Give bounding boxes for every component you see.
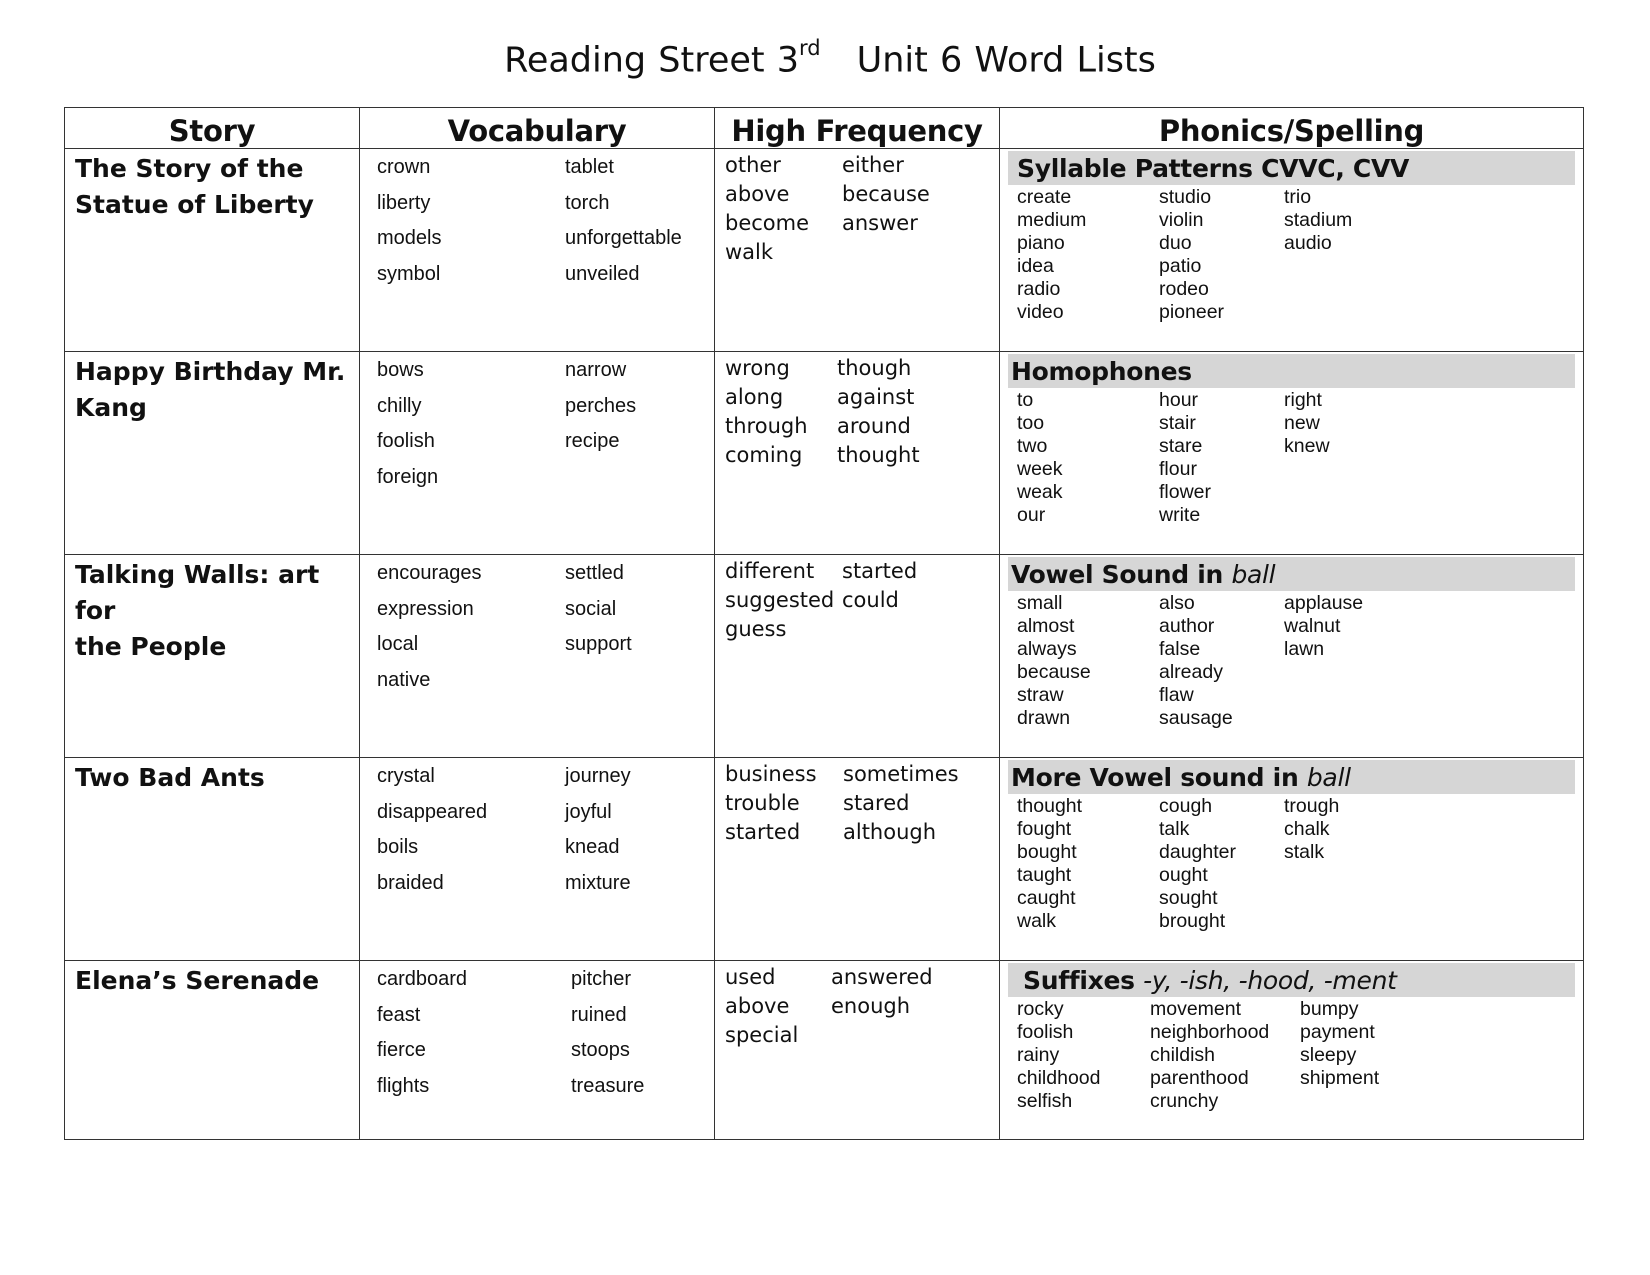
high-frequency-word: started <box>725 820 801 844</box>
phonics-word: sausage <box>1159 707 1233 729</box>
phonics-word-list <box>1000 185 1583 324</box>
high-frequency-word: started <box>842 559 918 583</box>
phonics-word: chalk <box>1284 818 1330 840</box>
vocabulary-word: tablet <box>565 156 614 178</box>
phonics-word: parenthood <box>1150 1067 1249 1089</box>
vocabulary-word: models <box>377 227 442 249</box>
story-cell <box>65 758 360 961</box>
phonics-word: walk <box>1017 910 1057 932</box>
table-row <box>65 758 1584 961</box>
high-frequency-word: used <box>725 965 776 989</box>
vocabulary-list <box>360 758 714 907</box>
vocabulary-word: cardboard <box>377 968 468 990</box>
vocabulary-word: expression <box>377 597 474 620</box>
phonics-word: movement <box>1150 998 1242 1020</box>
header-phonics-spelling: Phonics/Spelling <box>1000 108 1584 149</box>
phonics-word: walnut <box>1284 615 1341 637</box>
phonics-word: too <box>1017 412 1045 434</box>
story-title-line: Statue of Liberty <box>75 190 314 219</box>
phonics-word: foolish <box>1017 1021 1074 1043</box>
high-frequency-word: could <box>842 588 899 612</box>
high-frequency-word: wrong <box>725 356 790 380</box>
phonics-word: weak <box>1017 481 1063 503</box>
phonics-word-list <box>1000 794 1583 933</box>
high-frequency-cell <box>715 149 1000 352</box>
vocabulary-word: perches <box>565 394 637 417</box>
phonics-cell <box>1000 758 1584 961</box>
phonics-word: flour <box>1159 458 1197 480</box>
vocabulary-word: treasure <box>571 1074 645 1097</box>
vocabulary-word: chilly <box>377 394 422 417</box>
phonics-word: taught <box>1017 864 1072 886</box>
phonics-word: to <box>1017 389 1034 411</box>
vocabulary-word: recipe <box>565 430 620 452</box>
vocabulary-cell <box>360 352 715 555</box>
high-frequency-word: coming <box>725 443 803 467</box>
phonics-word: right <box>1284 389 1322 411</box>
phonics-word: knew <box>1284 435 1330 457</box>
vocabulary-word: unveiled <box>565 262 640 285</box>
high-frequency-word: walk <box>725 240 774 264</box>
phonics-heading <box>1008 760 1575 794</box>
phonics-word: false <box>1159 638 1201 660</box>
high-frequency-word: different <box>725 559 815 583</box>
phonics-word: new <box>1284 412 1320 434</box>
high-frequency-list <box>715 149 999 268</box>
phonics-word: lawn <box>1284 638 1325 660</box>
high-frequency-word: around <box>837 414 911 438</box>
phonics-word-list <box>1000 997 1583 1113</box>
high-frequency-word: because <box>842 182 930 206</box>
phonics-word: stare <box>1159 435 1203 457</box>
phonics-heading <box>1008 354 1575 388</box>
high-frequency-word: above <box>725 182 790 206</box>
phonics-word: almost <box>1017 615 1075 637</box>
phonics-word: radio <box>1017 278 1061 300</box>
story-title <box>65 149 359 223</box>
phonics-word: hour <box>1159 389 1199 411</box>
vocabulary-cell <box>360 961 715 1140</box>
phonics-word: trough <box>1284 795 1340 817</box>
story-title-line: the People <box>75 632 227 661</box>
vocabulary-word: crystal <box>377 765 435 787</box>
story-cell <box>65 961 360 1140</box>
vocabulary-word: foolish <box>377 430 435 452</box>
vocabulary-word: crown <box>377 156 431 178</box>
vocabulary-word: disappeared <box>377 800 488 823</box>
vocabulary-word: unforgettable <box>565 227 682 249</box>
vocabulary-word: braided <box>377 871 444 894</box>
phonics-word: medium <box>1017 209 1087 231</box>
phonics-word: flower <box>1159 481 1212 503</box>
phonics-heading <box>1008 963 1575 997</box>
phonics-heading-italic: -y, -ish, -hood, -ment <box>1143 966 1397 995</box>
vocabulary-word: journey <box>565 765 631 787</box>
vocabulary-word: settled <box>565 562 624 584</box>
phonics-cell <box>1000 149 1584 352</box>
high-frequency-cell <box>715 352 1000 555</box>
high-frequency-word: business <box>725 762 817 786</box>
phonics-word: thought <box>1017 795 1083 817</box>
story-title-line: Kang <box>75 393 147 422</box>
high-frequency-word: sometimes <box>843 762 959 786</box>
story-title-line: Happy Birthday Mr. <box>75 357 346 386</box>
vocabulary-word: bows <box>377 359 424 381</box>
high-frequency-word: against <box>837 385 915 409</box>
phonics-word: stalk <box>1284 841 1325 863</box>
header-vocabulary: Vocabulary <box>360 108 715 149</box>
phonics-heading-text: Syllable Patterns CVVC, CVV <box>1017 154 1410 183</box>
high-frequency-word: either <box>842 153 904 177</box>
vocabulary-word: support <box>565 633 632 655</box>
phonics-word: week <box>1017 458 1063 480</box>
phonics-word: fought <box>1017 818 1072 840</box>
story-title-line: The Story of the <box>75 154 304 183</box>
phonics-word: rainy <box>1017 1044 1060 1066</box>
phonics-word-list <box>1000 591 1583 730</box>
vocabulary-cell <box>360 555 715 758</box>
phonics-word: brought <box>1159 910 1226 932</box>
vocabulary-word: foreign <box>377 465 439 488</box>
phonics-word: sought <box>1159 887 1218 909</box>
table-row <box>65 961 1584 1140</box>
phonics-word: selfish <box>1017 1090 1073 1112</box>
high-frequency-list <box>715 555 999 645</box>
high-frequency-word: through <box>725 414 808 438</box>
phonics-word: also <box>1159 592 1195 614</box>
phonics-word: daughter <box>1159 841 1236 863</box>
vocabulary-cell <box>360 149 715 352</box>
story-cell <box>65 352 360 555</box>
high-frequency-word: enough <box>831 994 911 1018</box>
vocabulary-cell <box>360 758 715 961</box>
phonics-word-list <box>1000 388 1583 527</box>
vocabulary-word: boils <box>377 836 419 858</box>
phonics-word: piano <box>1017 232 1065 254</box>
vocabulary-word: narrow <box>565 359 627 381</box>
phonics-word: stadium <box>1284 209 1353 231</box>
high-frequency-word: other <box>725 153 781 177</box>
phonics-word: trio <box>1284 186 1312 208</box>
phonics-word: audio <box>1284 232 1332 254</box>
phonics-word: applause <box>1284 592 1364 614</box>
phonics-word: rodeo <box>1159 278 1209 300</box>
vocabulary-word: liberty <box>377 191 431 214</box>
title-superscript: rd <box>799 36 821 60</box>
phonics-cell <box>1000 352 1584 555</box>
title-unit: Unit 6 Word Lists <box>856 40 1156 81</box>
header-story: Story <box>65 108 360 149</box>
phonics-word: childhood <box>1017 1067 1101 1089</box>
high-frequency-word: thought <box>837 443 920 467</box>
vocabulary-word: encourages <box>377 562 482 584</box>
phonics-word: crunchy <box>1150 1090 1219 1112</box>
vocabulary-word: flights <box>377 1074 430 1097</box>
phonics-heading <box>1008 151 1575 185</box>
table-row <box>65 352 1584 555</box>
phonics-word: already <box>1159 661 1223 683</box>
vocabulary-word: mixture <box>565 871 631 894</box>
story-title <box>65 352 359 426</box>
vocabulary-word: fierce <box>377 1039 426 1061</box>
story-title-line: Talking Walls: art for <box>75 560 320 625</box>
phonics-word: cough <box>1159 795 1213 817</box>
high-frequency-cell <box>715 758 1000 961</box>
phonics-word: childish <box>1150 1044 1216 1066</box>
high-frequency-word: suggested <box>725 588 835 612</box>
phonics-word: bought <box>1017 841 1077 863</box>
phonics-heading-text: More Vowel sound in <box>1011 763 1299 792</box>
phonics-cell <box>1000 555 1584 758</box>
phonics-heading-text: Vowel Sound in <box>1011 560 1224 589</box>
high-frequency-word: become <box>725 211 810 235</box>
vocabulary-list <box>360 149 714 298</box>
page-title <box>0 36 1650 81</box>
high-frequency-word: although <box>843 820 937 844</box>
high-frequency-word: answer <box>842 211 918 235</box>
high-frequency-word: above <box>725 994 790 1018</box>
phonics-heading <box>1008 557 1575 591</box>
phonics-word: straw <box>1017 684 1064 706</box>
vocabulary-word: torch <box>565 191 610 214</box>
phonics-word: payment <box>1300 1021 1375 1043</box>
phonics-word: caught <box>1017 887 1076 909</box>
phonics-word: write <box>1159 504 1201 526</box>
story-title-line: Elena’s Serenade <box>75 966 320 995</box>
vocabulary-word: feast <box>377 1003 421 1026</box>
phonics-heading-text: Homophones <box>1011 357 1192 386</box>
vocabulary-word: knead <box>565 836 620 858</box>
phonics-word: always <box>1017 638 1077 660</box>
phonics-word: rocky <box>1017 998 1064 1020</box>
phonics-word: shipment <box>1300 1067 1380 1089</box>
vocabulary-word: stoops <box>571 1039 630 1061</box>
vocabulary-list <box>360 961 714 1110</box>
vocabulary-word: local <box>377 633 419 655</box>
vocabulary-list <box>360 555 714 704</box>
high-frequency-list <box>715 961 999 1051</box>
phonics-word: sleepy <box>1300 1044 1357 1066</box>
phonics-word: duo <box>1159 232 1192 254</box>
story-cell <box>65 555 360 758</box>
high-frequency-word: along <box>725 385 784 409</box>
phonics-word: ought <box>1159 864 1208 886</box>
vocabulary-list <box>360 352 714 501</box>
vocabulary-word: social <box>565 597 617 620</box>
phonics-word: pioneer <box>1159 301 1225 323</box>
header-row <box>65 108 1584 149</box>
story-title <box>65 758 359 796</box>
phonics-word: idea <box>1017 255 1054 277</box>
phonics-word: flaw <box>1159 684 1194 706</box>
phonics-word: stair <box>1159 412 1196 434</box>
high-frequency-cell <box>715 961 1000 1140</box>
story-title-line: Two Bad Ants <box>75 763 265 792</box>
high-frequency-word: stared <box>843 791 910 815</box>
phonics-word: talk <box>1159 818 1190 840</box>
phonics-word: because <box>1017 661 1091 683</box>
vocabulary-word: symbol <box>377 262 441 285</box>
high-frequency-cell <box>715 555 1000 758</box>
phonics-word: two <box>1017 435 1048 457</box>
phonics-heading-italic: ball <box>1306 763 1351 792</box>
high-frequency-word: guess <box>725 617 787 641</box>
phonics-word: studio <box>1159 186 1212 208</box>
high-frequency-list <box>715 352 999 471</box>
phonics-word: small <box>1017 592 1063 614</box>
table-row <box>65 149 1584 352</box>
story-title <box>65 961 359 999</box>
high-frequency-word: though <box>837 356 912 380</box>
phonics-heading-text: Suffixes <box>1023 966 1135 995</box>
phonics-word: neighborhood <box>1150 1021 1270 1043</box>
high-frequency-word: answered <box>831 965 933 989</box>
phonics-word: violin <box>1159 209 1204 231</box>
title-main: Reading Street 3 <box>504 40 800 81</box>
story-title <box>65 555 359 665</box>
high-frequency-word: trouble <box>725 791 800 815</box>
phonics-word: create <box>1017 186 1072 208</box>
phonics-word: author <box>1159 615 1215 637</box>
vocabulary-word: pitcher <box>571 968 632 990</box>
phonics-word: bumpy <box>1300 998 1359 1020</box>
word-list-table <box>64 107 1584 1140</box>
vocabulary-word: native <box>377 668 431 691</box>
phonics-heading-italic: ball <box>1231 560 1276 589</box>
phonics-word: video <box>1017 301 1064 323</box>
vocabulary-word: joyful <box>565 800 612 823</box>
vocabulary-word: ruined <box>571 1003 627 1026</box>
high-frequency-list <box>715 758 999 848</box>
phonics-word: patio <box>1159 255 1202 277</box>
high-frequency-word: special <box>725 1023 799 1047</box>
phonics-word: drawn <box>1017 707 1071 729</box>
header-high-frequency: High Frequency <box>715 108 1000 149</box>
phonics-cell <box>1000 961 1584 1140</box>
phonics-word: our <box>1017 504 1046 526</box>
table-row <box>65 555 1584 758</box>
story-cell <box>65 149 360 352</box>
